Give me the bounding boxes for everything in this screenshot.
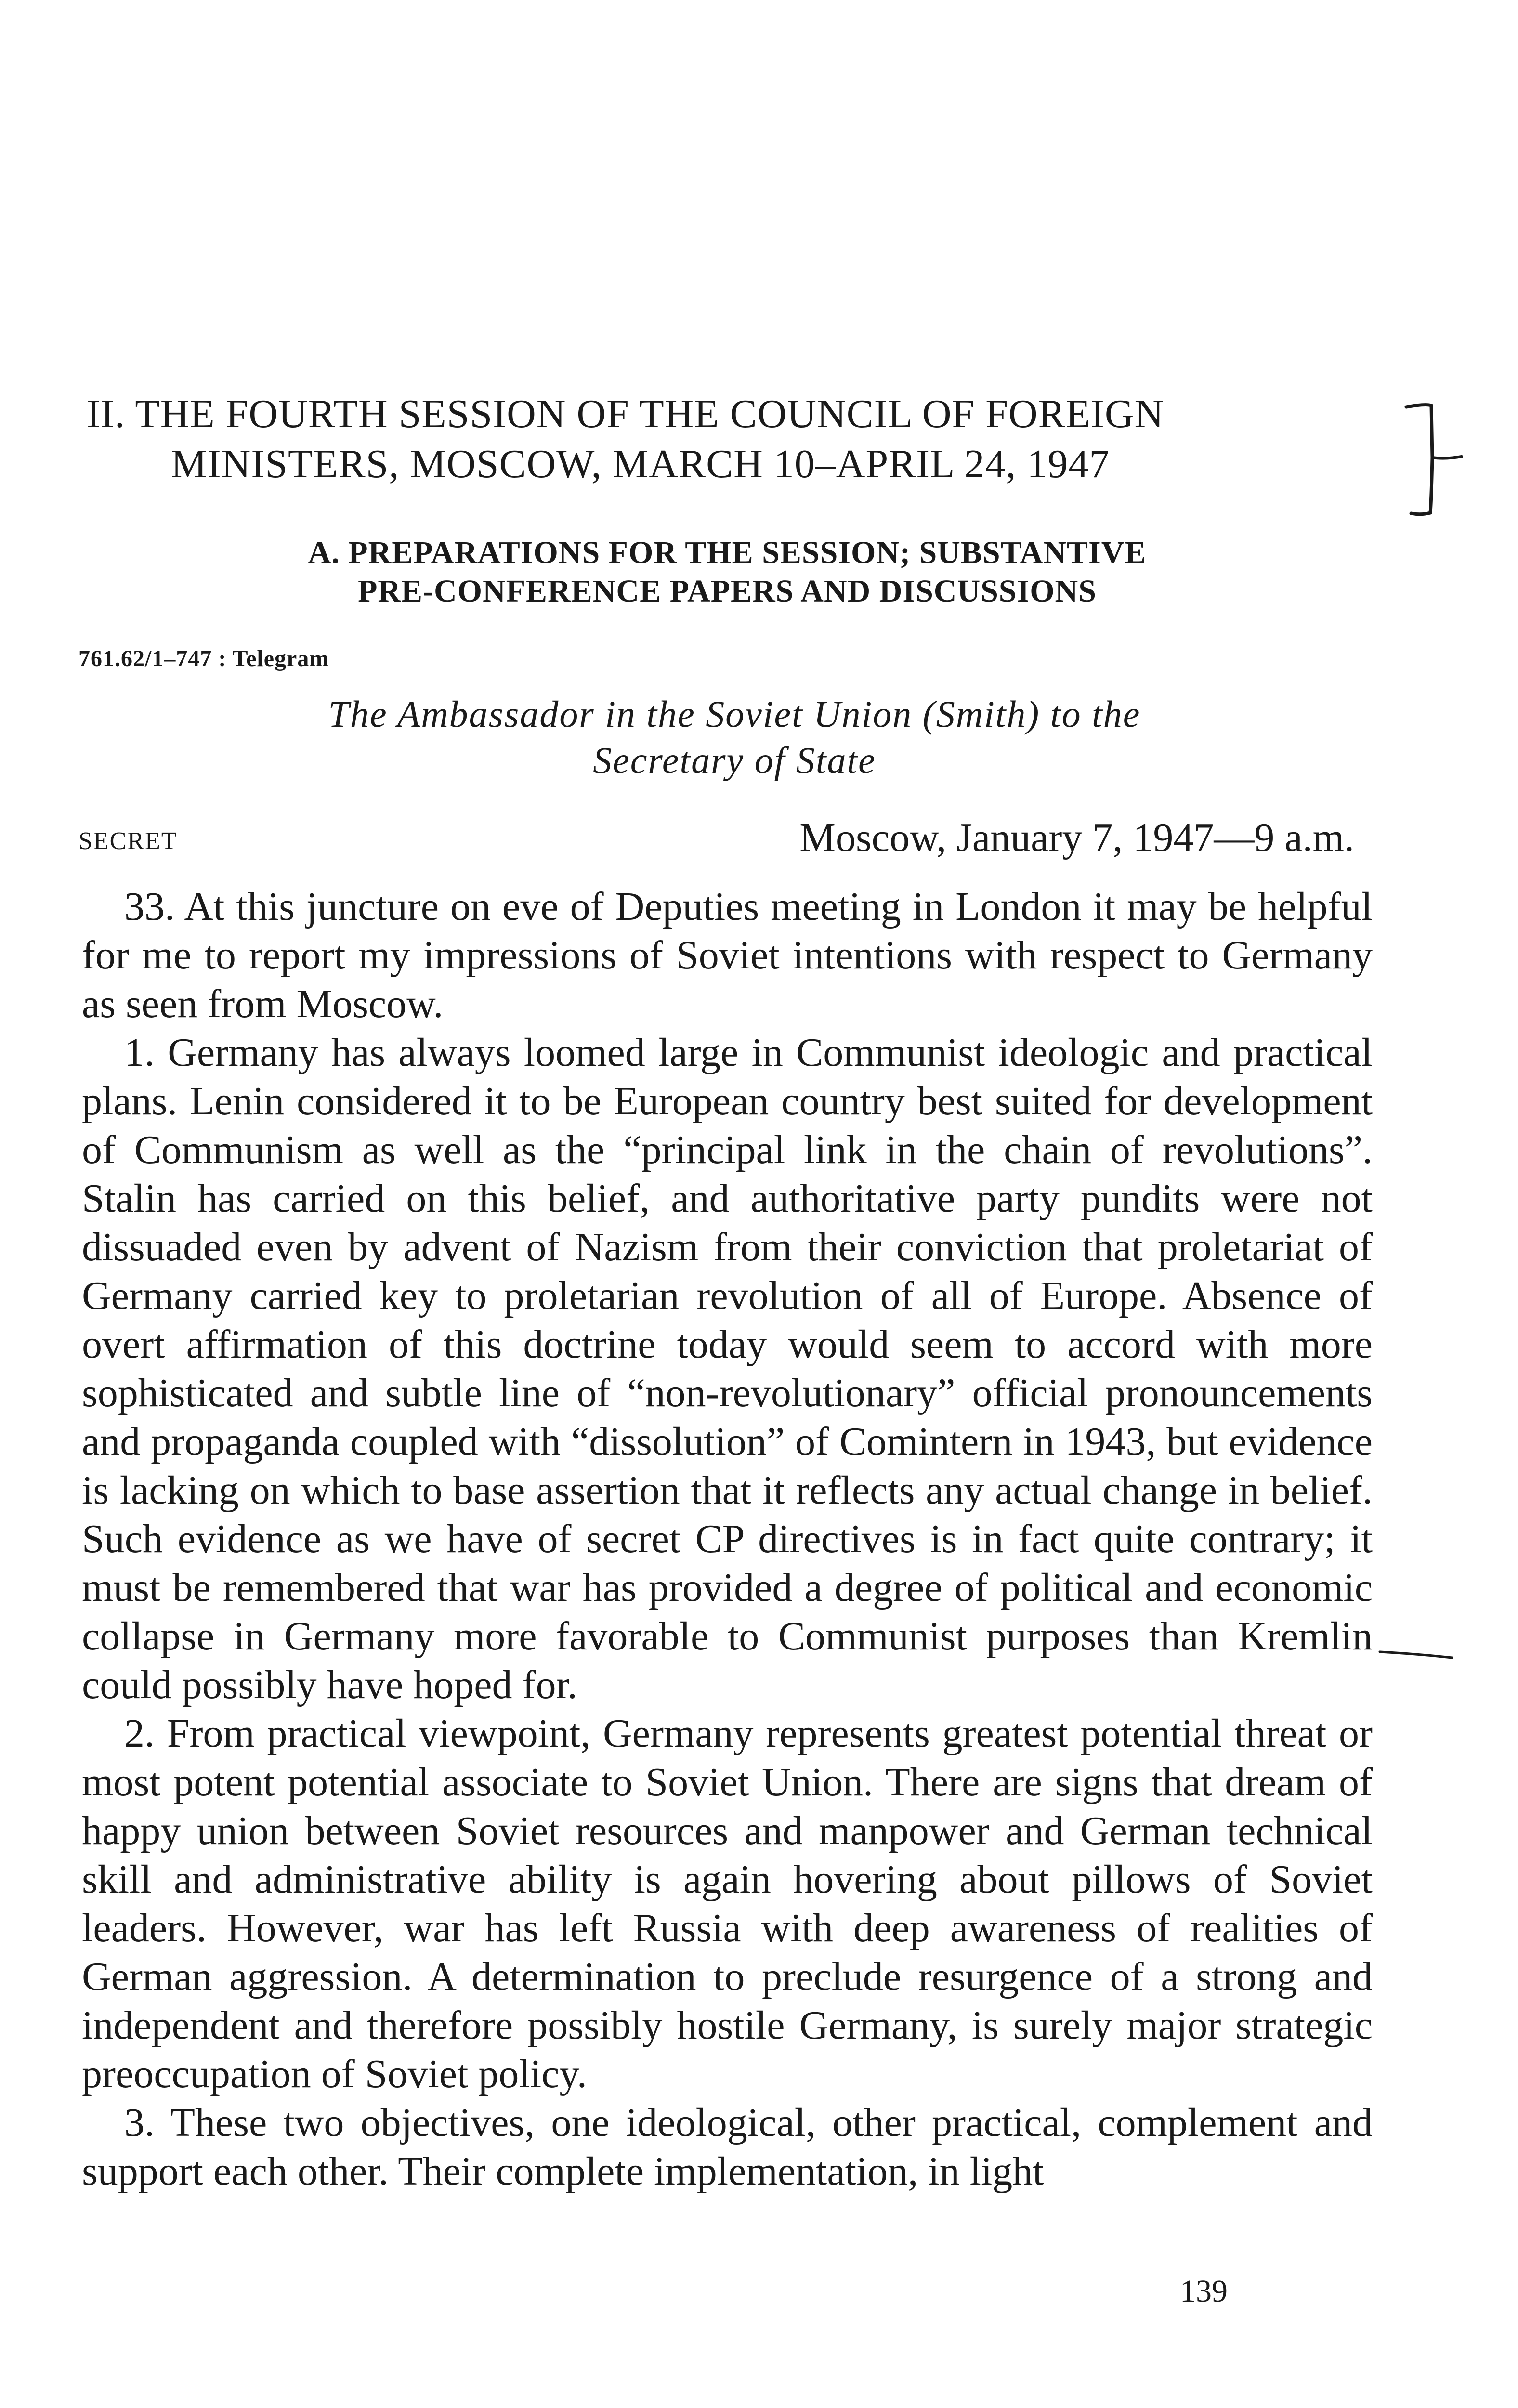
subsection-title-line-1: A. PREPARATIONS FOR THE SESSION; SUBSTANTIVE [308, 535, 1147, 570]
paragraph-33: 33. At this juncture on eve of Deputies meeting in London it may be helpful for me to report my impressions of Soviet intentions with respect to Germany as seen from Moscow. [82, 884, 1373, 1026]
document-heading-line-2: Secretary of State [593, 739, 876, 781]
page-number: 139 [1180, 2274, 1228, 2309]
paragraph-1: 1. Germany has always loomed large in Communist ideologic and practical plans. Lenin considered it to be European country best suited for development of Communism as well as the “principal link in the chain of revolutions”. Stalin has carried on this belief, and authoritative party pundits were not dissuaded even by advent of Nazism from their conviction that proletariat of Germany carried key to proletarian revolution of all of Europe. Absence of overt affirmation of this doctrine today would seem to accord with more sophisticated and subtle line of “non-revolutionary” official pronouncements and propaganda coupled with “dissolution” of Comintern in 1943, but evidence is lacking on which to base assertion that it reflects any actual change in belief. Such evidence as we have of secret CP directives is in fact quite contrary; it must be remembered that war has provided a degree of political and economic collapse in Germany more favorable to Communist purposes than Kremlin could possibly have hoped for. [82, 1030, 1373, 1707]
document-heading-line-1: The Ambassador in the Soviet Union (Smith) to the [328, 693, 1141, 735]
handwritten-bracket-mark [1397, 400, 1464, 520]
paragraph-3: 3. These two objectives, one ideological, other practical, complement and support each other. Their complete implementation, in light [82, 2100, 1373, 2194]
section-title [87, 389, 1397, 489]
classification-label: SECRET [79, 827, 178, 855]
subsection-title-line-2: PRE-CONFERENCE PAPERS AND DISCUSSIONS [358, 574, 1097, 609]
subsection-title [87, 534, 1368, 611]
section-title-line-2: MINISTERS, MOSCOW, MARCH 10–APRIL 24, 1947 [171, 442, 1110, 486]
paragraph-2: 2. From practical viewpoint, Germany represents greatest potential threat or most potent potential associate to Soviet Union. There are signs that dream of happy union between Soviet resources and manpower and German technical skill and administrative ability is again hovering about pillows of Soviet leaders. However, war has left Russia with deep awareness of realities of German aggression. A determination to preclude resurgence of a strong and independent and therefore possibly hostile Germany, is surely major strategic preoccupation of Soviet policy. [82, 1711, 1373, 2096]
file-reference: 761.62/1–747 : Telegram [79, 646, 329, 671]
dateline: Moscow, January 7, 1947—9 a.m. [799, 815, 1354, 860]
section-title-line-1: II. THE FOURTH SESSION OF THE COUNCIL OF FOREIGN [87, 392, 1165, 436]
telegram-body [82, 882, 1373, 2196]
document-heading [144, 691, 1324, 784]
handwritten-margin-line [1377, 1647, 1454, 1662]
